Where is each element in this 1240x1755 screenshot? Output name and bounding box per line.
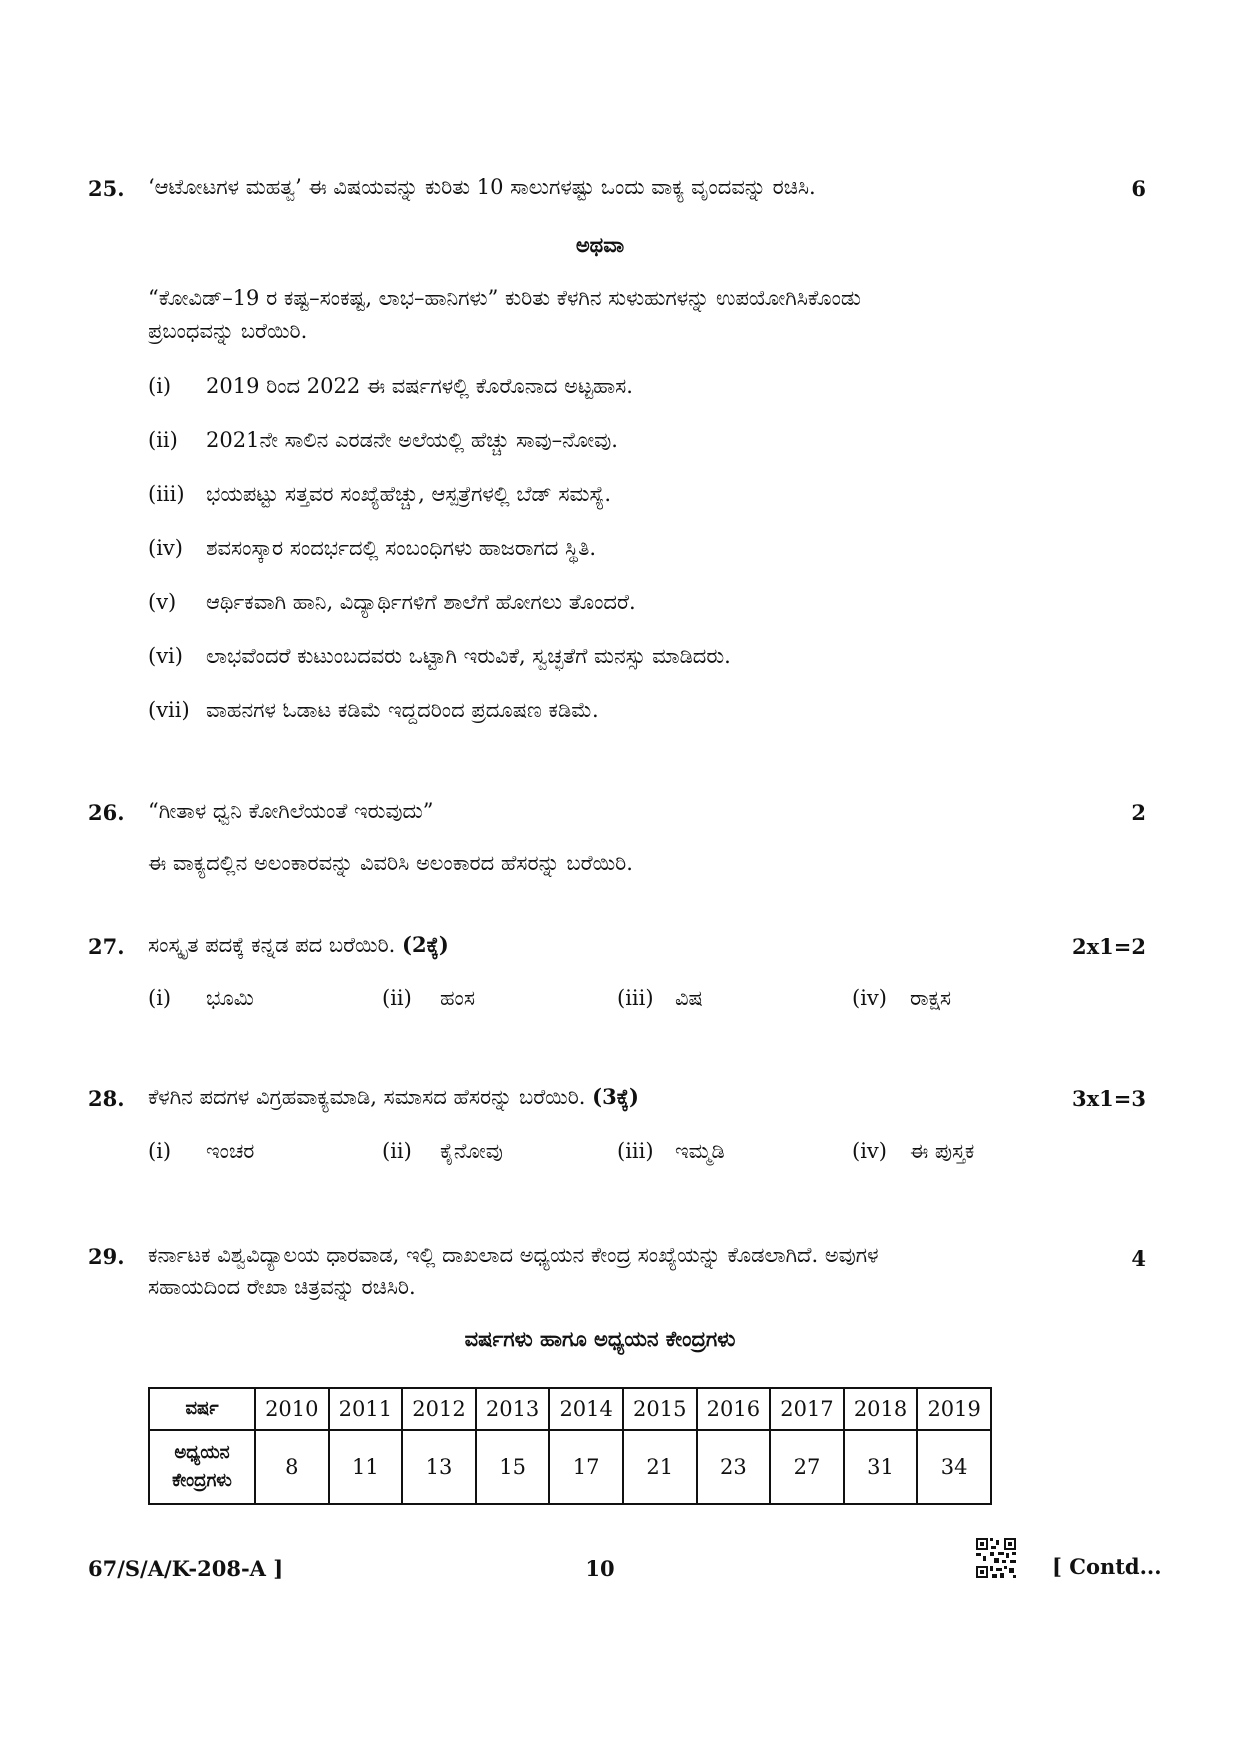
paper-code: 67/S/A/K-208-A ] (88, 1556, 284, 1581)
table-cell: 2013 (476, 1388, 550, 1430)
table-row (149, 1430, 991, 1504)
q27-marks: 2x1=2 (1072, 934, 1146, 959)
q27-option-num: (i) (148, 986, 172, 1010)
q28-option-num: (i) (148, 1139, 172, 1163)
q27-question-tag: (2ಕ್ಕೆ) (402, 932, 449, 957)
q28-option-text: ಕೈನೋವು (440, 1139, 503, 1163)
q28-option-text: ಇಂಚರ (206, 1139, 255, 1163)
table-cell: 13 (402, 1430, 476, 1504)
table-cell: 2014 (549, 1388, 623, 1430)
q27-option-text: ಭೂಮಿ (206, 986, 254, 1010)
q27-option-text: ವಿಷ (675, 986, 703, 1010)
q25-point-num: (vii) (148, 698, 190, 722)
q27-option-num: (iv) (852, 986, 887, 1010)
table-cell: 2012 (402, 1388, 476, 1430)
q27-option-text: ರಾಕ್ಷಸ (910, 986, 952, 1010)
q28-marks: 3x1=3 (1072, 1086, 1146, 1111)
q25-question: ‘ಆಟೋಟಗಳ ಮಹತ್ವ’ ಈ ವಿಷಯವನ್ನು ಕುರಿತು 10 ಸಾಲುಗಳಷ್ಟು ಒಂದು ವಾಕ್ಯ ವೃಂದವನ್ನು ರಚಿಸಿ. (148, 175, 816, 199)
table-cell: 21 (623, 1430, 697, 1504)
q25-number: 25. (88, 176, 125, 201)
table-cell: 2010 (255, 1388, 329, 1430)
table-row-label-line: ಕೇಂದ್ರಗಳು (172, 1470, 232, 1491)
table-cell: 31 (844, 1430, 918, 1504)
q25-point-num: (v) (148, 590, 177, 614)
q27-question: ಸಂಸ್ಕೃತ ಪದಕ್ಕೆ ಕನ್ನಡ ಪದ ಬರೆಯಿರಿ. (148, 933, 396, 957)
q25-point-text: ಭಯಪಟ್ಟು ಸತ್ತವರ ಸಂಖ್ಯೆಹೆಚ್ಚು, ಆಸ್ಪತ್ರೆಗಳಲ್ಲಿ ಬೆಡ್ ಸಮಸ್ಯೆ. (206, 482, 612, 506)
q26-instruction: ಈ ವಾಕ್ಯದಲ್ಲಿನ ಅಲಂಕಾರವನ್ನು ವಿವರಿಸಿ ಅಲಂಕಾರದ ಹೆಸರನ್ನು ಬರೆಯಿರಿ. (148, 851, 633, 875)
q25-point-num: (vi) (148, 644, 183, 668)
page-number: 10 (585, 1556, 615, 1581)
table-cell: 2011 (329, 1388, 403, 1430)
q25-point-num: (iv) (148, 536, 183, 560)
q28-question-tag: (3ಕ್ಕೆ) (592, 1084, 639, 1109)
study-centres-table (148, 1387, 992, 1505)
table-cell: 8 (255, 1430, 329, 1504)
q25-point-text: ವಾಹನಗಳ ಓಡಾಟ ಕಡಿಮೆ ಇದ್ದದರಿಂದ ಪ್ರದೂಷಣ ಕಡಿಮೆ. (206, 698, 599, 722)
q25-point-text: ಶವಸಂಸ್ಕಾರ ಸಂದರ್ಭದಲ್ಲಿ ಸಂಬಂಧಿಗಳು ಹಾಜರಾಗದ ಸ್ಥಿತಿ. (206, 536, 597, 560)
q29-number: 29. (88, 1244, 125, 1269)
table-cell: 2016 (697, 1388, 771, 1430)
table-row-label: ವರ್ಷ (149, 1388, 255, 1430)
q25-point-num: (iii) (148, 482, 185, 506)
q28-option-text: ಈ ಪುಸ್ತಕ (910, 1139, 975, 1163)
q27-option-num: (iii) (617, 986, 654, 1010)
table-cell: 2017 (770, 1388, 844, 1430)
q25-point-text: 2019 ರಿಂದ 2022 ಈ ವರ್ಷಗಳಲ್ಲಿ ಕೊರೊನಾದ ಅಟ್ಟಹಾಸ. (206, 374, 633, 398)
q25-point-num: (i) (148, 374, 172, 398)
q28-number: 28. (88, 1086, 125, 1111)
q25-point-num: (ii) (148, 428, 178, 452)
q26-marks: 2 (1131, 800, 1146, 825)
q27-number: 27. (88, 934, 125, 959)
table-title: ವರ್ಷಗಳು ಹಾಗೂ ಅಧ್ಯಯನ ಕೇಂದ್ರಗಳು (464, 1326, 736, 1351)
table-cell: 27 (770, 1430, 844, 1504)
q25-point-text: ಆರ್ಥಿಕವಾಗಿ ಹಾನಿ, ವಿದ್ಯಾರ್ಥಿಗಳಿಗೆ ಶಾಲೆಗೆ ಹೋಗಲು ತೊಂದರೆ. (206, 590, 636, 614)
q29-line2: ಸಹಾಯದಿಂದ ರೇಖಾ ಚಿತ್ರವನ್ನು ರಚಿಸಿರಿ. (148, 1275, 416, 1299)
q25-alt-line2: ಪ್ರಬಂಧವನ್ನು ಬರೆಯಿರಿ. (148, 319, 308, 343)
q28-option-num: (iii) (617, 1139, 654, 1163)
q29-marks: 4 (1131, 1246, 1146, 1271)
q28-question: ಕೆಳಗಿನ ಪದಗಳ ವಿಗ್ರಹವಾಕ್ಯಮಾಡಿ, ಸಮಾಸದ ಹೆಸರನ್ನು ಬರೆಯಿರಿ. (148, 1085, 586, 1109)
q27-option-num: (ii) (382, 986, 412, 1010)
q25-or-label: ಅಥವಾ (575, 232, 625, 257)
table-cell: 2019 (917, 1388, 991, 1430)
q28-question-line (148, 1080, 988, 1114)
table-row-label (149, 1430, 255, 1504)
q27-question-line (148, 928, 948, 962)
q25-alt-line1: “ಕೋವಿಡ್–19 ರ ಕಷ್ಟ–ಸಂಕಷ್ಟ, ಲಾಭ–ಹಾನಿಗಳು” ಕುರಿತು ಕೆಳಗಿನ ಸುಳುಹುಗಳನ್ನು ಉಪಯೋಗಿಸಿಕೊಂಡು (148, 286, 861, 310)
q28-option-num: (ii) (382, 1139, 412, 1163)
table-cell: 17 (549, 1430, 623, 1504)
table-cell: 2018 (844, 1388, 918, 1430)
continued-label: [ Contd... (1052, 1554, 1162, 1579)
q25-point-text: ಲಾಭವೆಂದರೆ ಕುಟುಂಬದವರು ಒಟ್ಟಾಗಿ ಇರುವಿಕೆ, ಸ್ವಚ್ಛತೆಗೆ ಮನಸ್ಸು ಮಾಡಿದರು. (206, 644, 731, 668)
table-cell: 23 (697, 1430, 771, 1504)
q27-option-text: ಹಂಸ (440, 986, 476, 1010)
q26-number: 26. (88, 800, 125, 825)
table-cell: 15 (476, 1430, 550, 1504)
q29-line1: ಕರ್ನಾಟಕ ವಿಶ್ವವಿದ್ಯಾಲಯ ಧಾರವಾಡ, ಇಲ್ಲಿ ದಾಖಲಾದ ಅಧ್ಯಯನ ಕೇಂದ್ರ ಸಂಖ್ಯೆಯನ್ನು ಕೊಡಲಾಗಿದೆ. ಅವುಗಳ (148, 1243, 879, 1267)
q26-question: “ಗೀತಾಳ ಧ್ವನಿ ಕೋಗಿಲೆಯಂತೆ ಇರುವುದು” (148, 799, 434, 823)
table-cell: 2015 (623, 1388, 697, 1430)
table-row (149, 1388, 991, 1430)
table-cell: 34 (917, 1430, 991, 1504)
q28-option-num: (iv) (852, 1139, 887, 1163)
q28-option-text: ಇಮ್ಮಡಿ (675, 1139, 725, 1163)
q25-point-text: 2021ನೇ ಸಾಲಿನ ಎರಡನೇ ಅಲೆಯಲ್ಲಿ ಹೆಚ್ಚು ಸಾವು–ನೋವು. (206, 428, 618, 452)
table-row-label-line: ಅಧ್ಯಯನ (174, 1442, 230, 1463)
q25-marks: 6 (1131, 176, 1146, 201)
table-cell: 11 (329, 1430, 403, 1504)
qr-code-icon (976, 1538, 1016, 1578)
